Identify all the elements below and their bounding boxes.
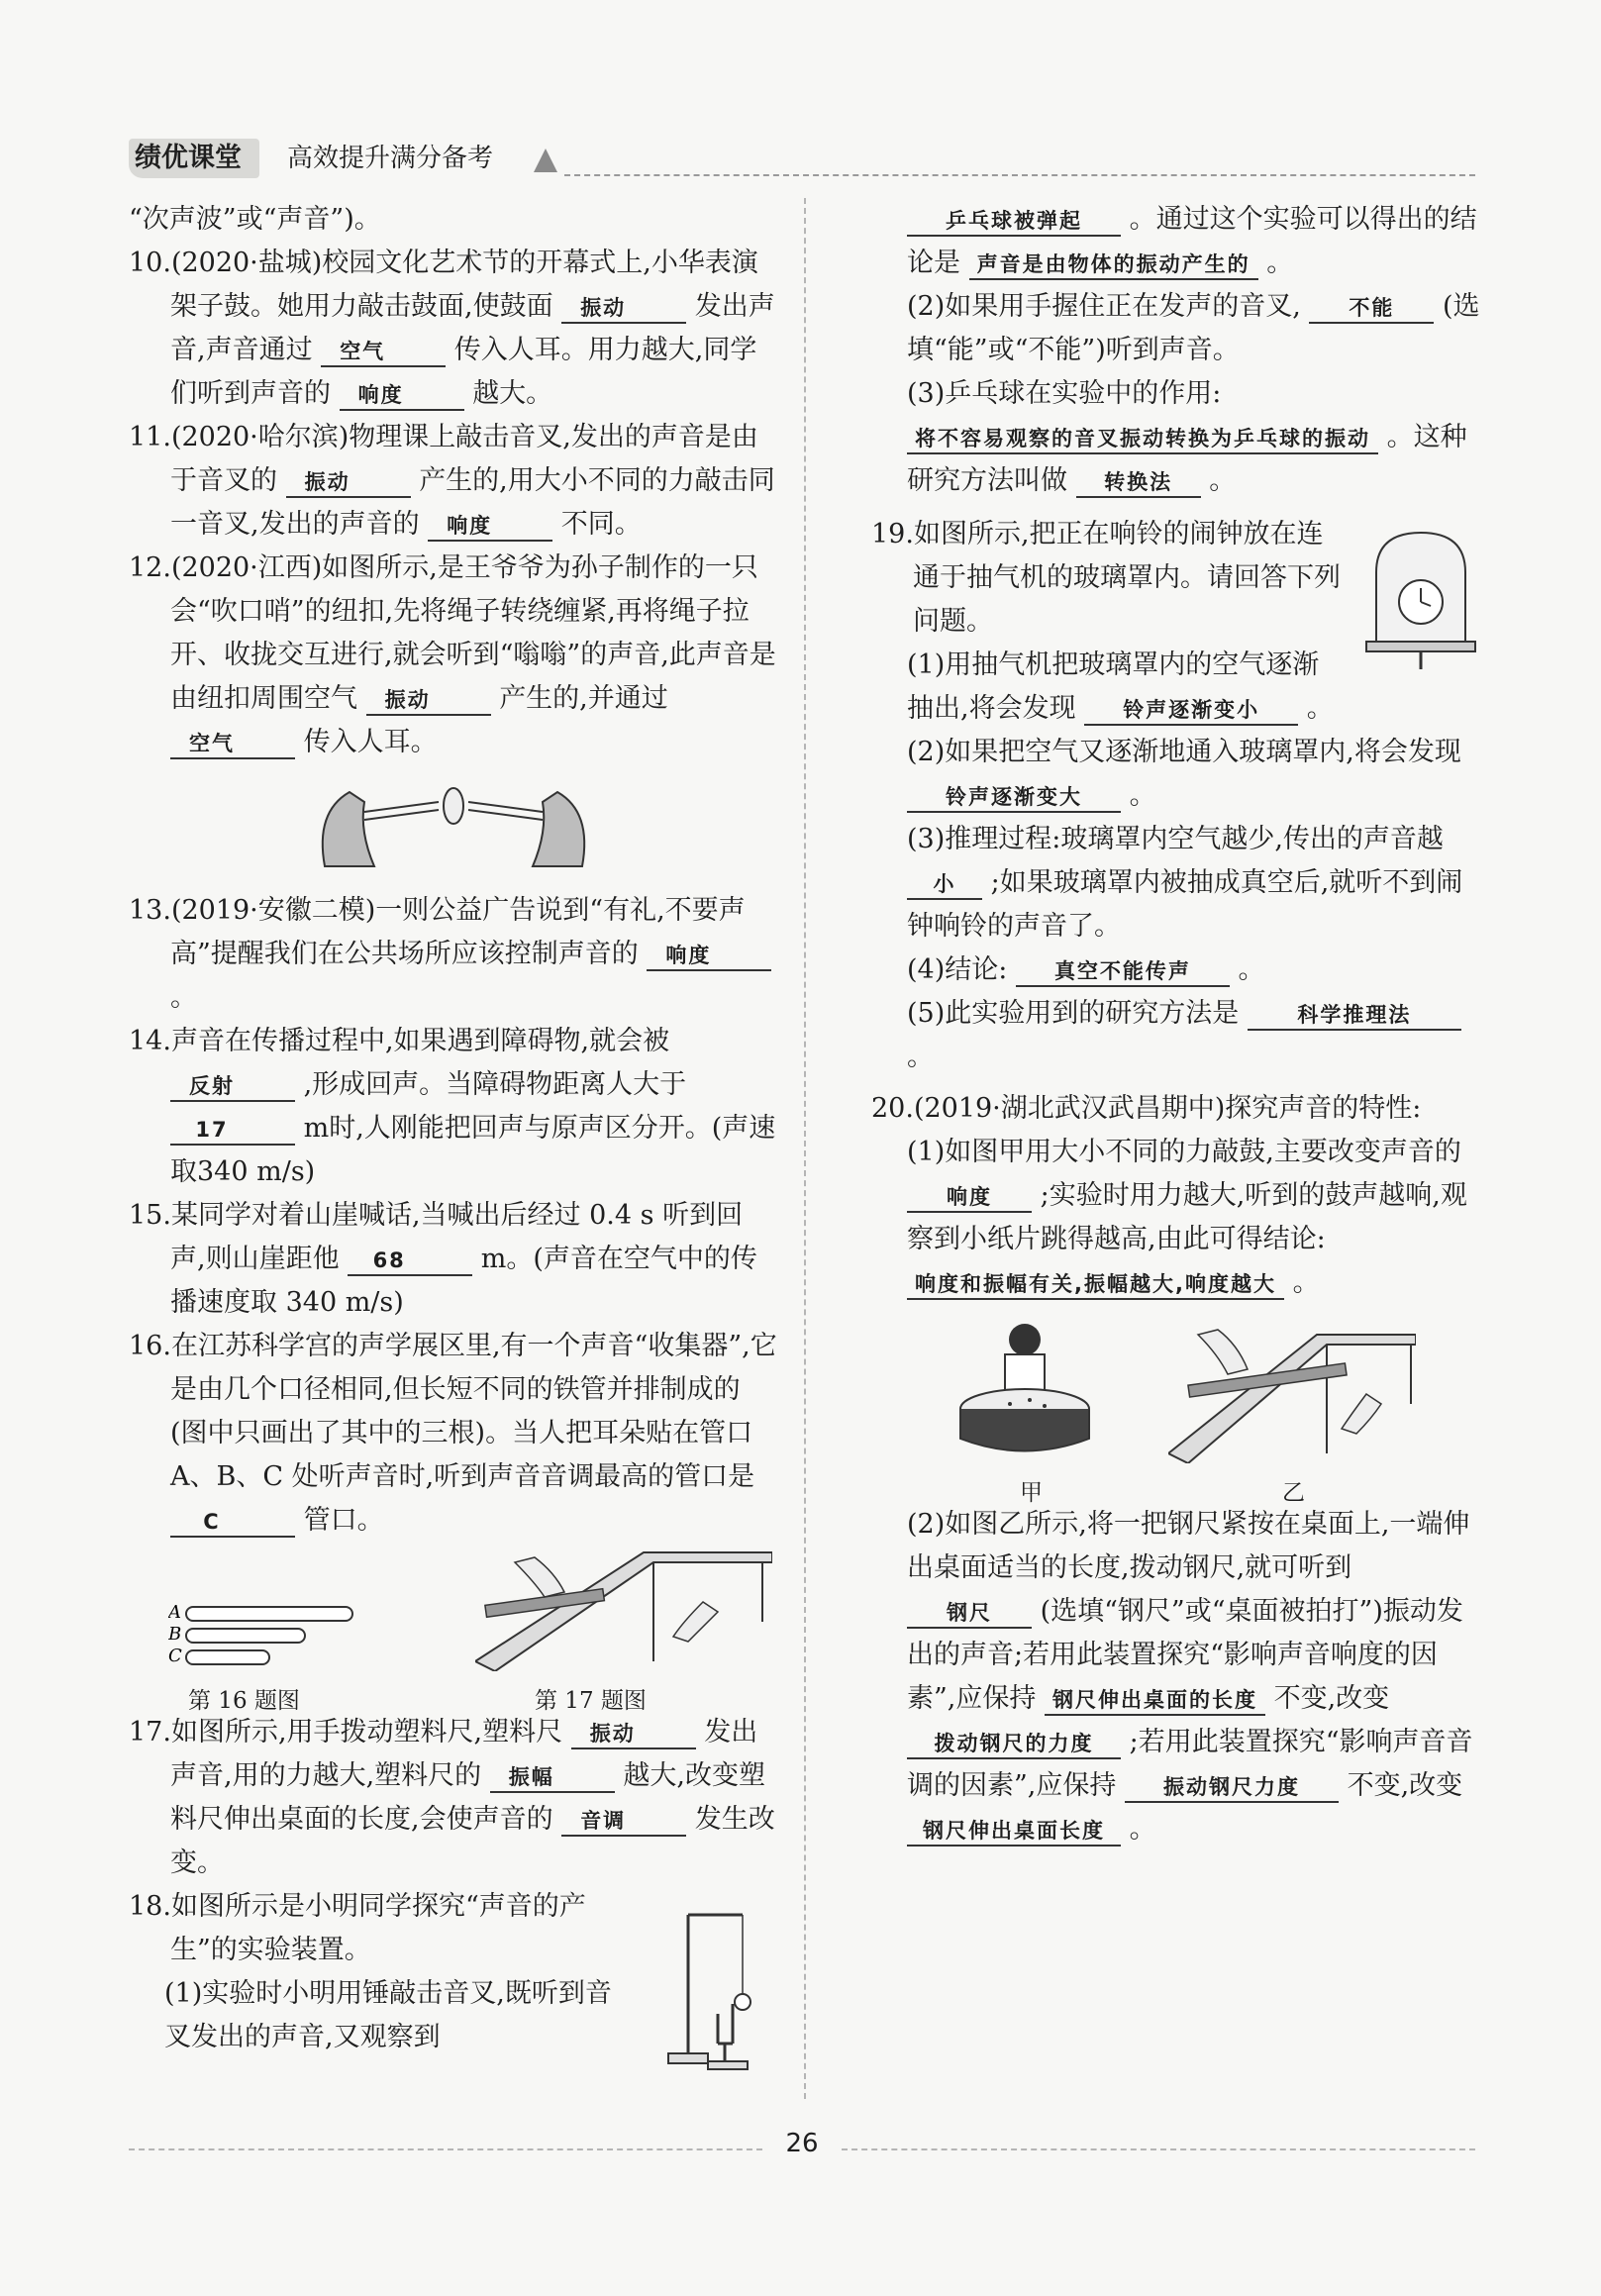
q19-s1-answer: 铃声逐渐变小 bbox=[1084, 696, 1298, 726]
q10-text-2: 发出声音,声音通过 bbox=[170, 291, 775, 365]
q15-answer-1: 68 bbox=[348, 1247, 472, 1276]
q17-answer-2: 振幅 bbox=[490, 1763, 615, 1793]
q14-text-3: m时,人刚能把回声与原声区分开。(声速取340 m/s) bbox=[170, 1113, 776, 1187]
q18-s2-text-2: (选填“能”或“不能”)听到声音。 bbox=[907, 291, 1480, 365]
q14-text-1: 14.声音在传播过程中,如果遇到障碍物,就会被 bbox=[129, 1026, 670, 1056]
q20-s1-text-3: 。 bbox=[1292, 1267, 1320, 1298]
q20-s2-answer-4: 振动钢尺力度 bbox=[1125, 1773, 1339, 1803]
q20-s2-text-6: 。 bbox=[1129, 1814, 1156, 1845]
q19-s5-text-1: (5)此实验用到的研究方法是 bbox=[907, 998, 1240, 1029]
q17-text-3: 越大,改变塑料尺伸出桌面的长度,会使声音的 bbox=[170, 1760, 765, 1835]
question-12 bbox=[129, 547, 777, 764]
q19-s3-text-1: (3)推理过程:玻璃罩内空气越少,传出的声音越 bbox=[907, 824, 1444, 854]
q20-s2-answer-3: 拨动钢尺的力度 bbox=[907, 1730, 1121, 1759]
q12-answer-2: 空气 bbox=[170, 730, 295, 759]
ruler-desk-figure-20 bbox=[1168, 1315, 1416, 1463]
bell-jar-clock-figure bbox=[1361, 523, 1480, 671]
q19-s5-answer: 科学推理法 bbox=[1248, 1001, 1461, 1031]
q18-answer-conclusion: 声音是由物体的振动产生的 bbox=[969, 250, 1258, 280]
left-column bbox=[129, 198, 777, 2059]
q20-s2-text-3: 不变,改变 bbox=[1273, 1683, 1390, 1714]
q18-s2-answer: 不能 bbox=[1309, 294, 1434, 324]
column-divider bbox=[804, 198, 806, 2099]
button-whistle-figure bbox=[305, 772, 602, 881]
q20-s2-answer-2: 钢尺伸出桌面的长度 bbox=[1045, 1686, 1265, 1716]
q19-s1-text-1: (1)用抽气机把玻璃罩内的空气逐渐抽出,将会发现 bbox=[907, 649, 1320, 724]
q15-text-1: 15.某同学对着山崖喊话,当喊出后经过 0.4 s 听到回声,则山崖距他 bbox=[129, 1200, 744, 1274]
pipe-label-c: C bbox=[168, 1646, 182, 1666]
q18-s3-answer-2: 转换法 bbox=[1076, 468, 1201, 498]
question-15 bbox=[129, 1194, 777, 1325]
q18-continued bbox=[871, 198, 1480, 285]
question-18 bbox=[129, 1885, 777, 2059]
q20-s1-text-2: ;实验时用力越大,听到的鼓声越响,观察到小纸片跳得越高,由此可得结论: bbox=[907, 1180, 1467, 1254]
q20-s1-answer-2: 响度和振幅有关,振幅越大,响度越大 bbox=[907, 1270, 1284, 1300]
q12-text-1: 12.(2020·江西)如图所示,是王爷爷为孙子制作的一只会“吹口哨”的纽扣,先将绳子转绕缠紧,再将绳子拉开、收拢交互进行,就会听到“嗡嗡”的声音,此声音是由纽扣周围空气 bbox=[129, 552, 776, 714]
q20-sub-2 bbox=[871, 1503, 1480, 1851]
q11-answer-1: 振动 bbox=[286, 468, 411, 498]
q20-s2-text-1: (2)如图乙所示,将一把钢尺紧按在桌面上,一端伸出桌面适当的长度,拨动钢尺,就可听到 bbox=[907, 1509, 1470, 1583]
q19-sub-5 bbox=[871, 992, 1480, 1079]
q19-s3-answer: 小 bbox=[907, 870, 982, 900]
q11-text-1: 11.(2020·哈尔滨)物理课上敲击音叉,发出的声音是由于音叉的 bbox=[129, 422, 758, 496]
q19-s5-text-2: 。 bbox=[907, 1042, 934, 1072]
footer-divider-right bbox=[842, 2148, 1475, 2150]
triangle-icon bbox=[530, 145, 559, 174]
q10-text-1: 10.(2020·盐城)校园文化艺术节的开幕式上,小华表演架子鼓。她用力敲击鼓面,使鼓面 bbox=[129, 248, 758, 322]
q18-answer-ball: 乒乓球被弹起 bbox=[907, 207, 1121, 237]
q19-s2-text-2: 。 bbox=[1129, 780, 1156, 811]
q18-s2-text-1: (2)如果用手握住正在发声的音叉, bbox=[907, 291, 1301, 322]
q20-s2-answer-1: 钢尺 bbox=[907, 1599, 1032, 1629]
q18-s3-answer-1: 将不容易观察的音叉振动转换为乒乓球的振动 bbox=[907, 425, 1378, 454]
q20-s2-text-4: ;若用此装置探究“影响声音音调的因素”,应保持 bbox=[907, 1727, 1473, 1801]
q13-text-2: 。 bbox=[170, 982, 197, 1013]
q19-sub-4 bbox=[871, 948, 1480, 992]
q14-answer-2: 17 bbox=[170, 1116, 295, 1146]
page-number: 26 bbox=[785, 2129, 819, 2158]
figure-label-jia: 甲 bbox=[1020, 1480, 1043, 1506]
q17-answer-1: 振动 bbox=[571, 1720, 696, 1749]
q10-text-3: 传入人耳。用力越大,同学们听到声音的 bbox=[170, 335, 757, 409]
q16-answer-1: C bbox=[170, 1508, 295, 1538]
pipe-label-a: A bbox=[168, 1602, 181, 1623]
pipe-label-b: B bbox=[168, 1624, 182, 1645]
q16-text-2: 管口。 bbox=[303, 1505, 384, 1536]
footer-divider-left bbox=[129, 2148, 762, 2150]
q12-text-2: 产生的,并通过 bbox=[499, 683, 668, 714]
drum-figure bbox=[951, 1315, 1099, 1463]
q10-answer-2: 空气 bbox=[321, 338, 446, 367]
q18-s3-text-3: 。 bbox=[1209, 465, 1237, 496]
q19-s4-text-2: 。 bbox=[1238, 954, 1265, 985]
q18-sub-3 bbox=[871, 372, 1480, 503]
q12-text-3: 传入人耳。 bbox=[303, 727, 438, 757]
question-16 bbox=[129, 1325, 777, 1543]
header-subtitle: 高效提升满分备考 bbox=[287, 144, 494, 173]
q20-s2-answer-5: 钢尺伸出桌面长度 bbox=[907, 1817, 1121, 1847]
question-13 bbox=[129, 889, 777, 1020]
q11-text-2: 产生的,用大小不同的力敲击同一音叉,发出的声音的 bbox=[170, 465, 775, 540]
q19-s1-text-2: 。 bbox=[1306, 693, 1334, 724]
q19-s2-answer: 铃声逐渐变大 bbox=[907, 783, 1121, 813]
q10-answer-3: 响度 bbox=[340, 381, 464, 411]
q20-s2-text-2: (选填“钢尺”或“桌面被拍打”)振动发出的声音;若用此装置探究“影响声音响度的因素”,应保持 bbox=[907, 1596, 1463, 1714]
q17-answer-3: 音调 bbox=[561, 1807, 686, 1837]
q20-sub-1 bbox=[871, 1131, 1480, 1305]
q14-answer-1: 反射 bbox=[170, 1072, 295, 1102]
question-19 bbox=[871, 513, 1480, 731]
pipes-figure bbox=[168, 1602, 356, 1671]
tuning-fork-apparatus-figure bbox=[658, 1895, 777, 2073]
q19-sub-3 bbox=[871, 818, 1480, 948]
q18-s3-text-2: 。这种研究方法叫做 bbox=[907, 422, 1467, 496]
q11-text-3: 不同。 bbox=[560, 509, 642, 540]
q17-text-4: 发生改变。 bbox=[170, 1804, 775, 1878]
q14-text-2: ,形成回声。当障碍物距离人大于 bbox=[303, 1069, 687, 1100]
q10-text-4: 越大。 bbox=[472, 378, 553, 409]
q18-s3-text-1: (3)乒乓球在实验中的作用: bbox=[907, 378, 1222, 409]
q19-s2-text-1: (2)如果把空气又逐渐地通入玻璃罩内,将会发现 bbox=[907, 737, 1461, 767]
q11-answer-2: 响度 bbox=[428, 512, 552, 542]
q20-intro: 20.(2019·湖北武汉武昌期中)探究声音的特性: bbox=[871, 1093, 1422, 1124]
q12-answer-1: 振动 bbox=[366, 686, 491, 716]
q18-text-end: 。 bbox=[1266, 248, 1294, 278]
figures-16-17 bbox=[129, 1543, 777, 1714]
q17-text-1: 17.如图所示,用手拨动塑料尺,塑料尺 bbox=[129, 1717, 563, 1747]
q19-intro: 19.如图所示,把正在响铃的闹钟放在连通于抽气机的玻璃罩内。请回答下列问题。 bbox=[871, 519, 1341, 637]
q20-s1-answer-1: 响度 bbox=[907, 1183, 1032, 1213]
q9-tail: “次声波”或“声音”)。 bbox=[129, 204, 381, 235]
q20-figures bbox=[871, 1305, 1480, 1506]
q13-text-1: 13.(2019·安徽二模)一则公益广告说到“有礼,不要声高”提醒我们在公共场所应该控制声音的 bbox=[129, 895, 746, 969]
right-column bbox=[871, 198, 1480, 1851]
question-14 bbox=[129, 1020, 777, 1194]
q20-s1-text-1: (1)如图甲用大小不同的力敲鼓,主要改变声音的 bbox=[907, 1137, 1461, 1167]
question-10 bbox=[129, 242, 777, 416]
q16-text-1: 16.在江苏科学宫的声学展区里,有一个声音“收集器”,它是由几个口径相同,但长短不同的铁管并排制成的(图中只画出了其中的三根)。当人把耳朵贴在管口 A、B、C 处听声音时,听到声音音调最高的管口是 bbox=[129, 1331, 777, 1492]
question-17 bbox=[129, 1711, 777, 1885]
figure-label-yi: 乙 bbox=[1282, 1480, 1305, 1506]
q19-s4-text-1: (4)结论: bbox=[907, 954, 1008, 985]
brand-label: 绩优课堂 bbox=[129, 139, 259, 178]
page-footer bbox=[129, 2129, 1475, 2168]
q10-answer-1: 振动 bbox=[561, 294, 686, 324]
header-divider bbox=[564, 174, 1475, 176]
q13-answer-1: 响度 bbox=[647, 942, 771, 971]
q18-intro: 18.如图所示是小明同学探究“声音的产生”的实验装置。 bbox=[129, 1891, 586, 1965]
q19-sub-2 bbox=[871, 731, 1480, 818]
question-11 bbox=[129, 416, 777, 547]
q18-sub-1: (1)实验时小明用锤敲击音叉,既听到音叉发出的声音,又观察到 bbox=[164, 1978, 612, 2052]
q18-text-conclusion: 。通过这个实验可以得出的结论是 bbox=[907, 204, 1477, 278]
figure-16-caption: 第 16 题图 bbox=[188, 1688, 300, 1714]
q18-sub-2 bbox=[871, 285, 1480, 372]
figure-17-caption: 第 17 题图 bbox=[535, 1688, 647, 1714]
q17-text-2: 发出声音,用的力越大,塑料尺的 bbox=[170, 1717, 758, 1791]
q19-s3-text-2: ;如果玻璃罩内被抽成真空后,就听不到闹钟响铃的声音了。 bbox=[907, 867, 1463, 942]
q19-s4-answer: 真空不能传声 bbox=[1016, 957, 1230, 987]
page-header bbox=[129, 139, 1475, 186]
ruler-desk-figure-17 bbox=[475, 1543, 772, 1671]
q15-text-2: m。(声音在空气中的传播速度取 340 m/s) bbox=[170, 1244, 757, 1318]
q20-s2-text-5: 不变,改变 bbox=[1347, 1770, 1463, 1801]
